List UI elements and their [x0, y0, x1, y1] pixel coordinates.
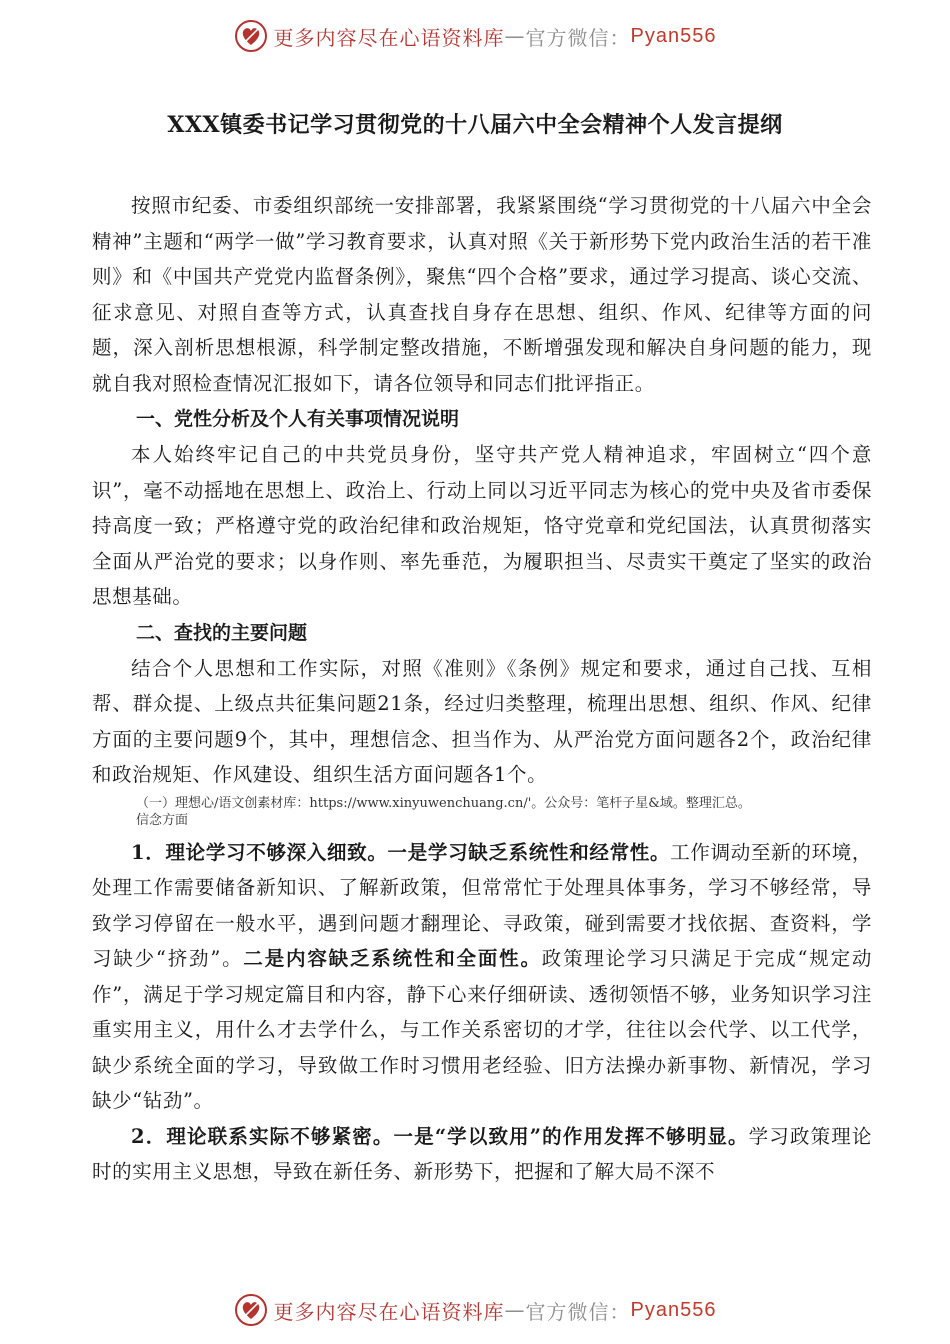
- banner-wechat-label: 官方微信：: [525, 25, 631, 50]
- item2-point1-lead: 一是“学以致用”的作用发挥不够明显。: [393, 1124, 749, 1148]
- item1-lead: 1．理论学习不够深入细致。: [131, 840, 388, 864]
- banner-wechat-id: Pyan556: [630, 1298, 717, 1321]
- header-watermark-banner: [0, 16, 950, 56]
- banner-separator: —: [504, 1298, 526, 1322]
- item2-paragraph: [92, 1119, 872, 1190]
- item2-lead: 2．理论联系实际不够紧密。: [131, 1124, 394, 1148]
- item1-point2-lead: 二是内容缺乏系统性和全面性。: [243, 947, 542, 970]
- item1-point1-lead: 一是学习缺乏系统性和经常性。: [387, 840, 671, 864]
- item2-point1-text: 学习政策理论时的实用主义思想，导致在新任务、新形势下，把握和了解大局不深不: [92, 1124, 872, 1183]
- section2-heading: 二、查找的主要问题: [136, 621, 308, 644]
- heart-logo-icon: [234, 1293, 268, 1327]
- item1-point2-text: 政策理论学习只满足于完成“规定动作”，满足于学习规定篇目和内容，静下心来仔细研读、透彻领悟不够，业务知识学习注重实用主义，用什么才去学什么，与工作关系密切的才学，往往以会代学、以工代学，缺少系统全面的学习，导致做工作时习惯用老经验、旧方法操办新事物、新情况，学习缺少“钻劲”。: [92, 947, 872, 1112]
- item1-point1-text: 工作调动至新的环境，处理工作需要储备新知识、了解新政策，但常常忙于处理具体事务，学习不够经常，导致学习停留在一般水平，遇到问题才翻理论、寻政策，碰到需要才找依据、查资料，学习缺少“挤劲”。: [92, 840, 872, 970]
- banner-wechat-label: 官方微信：: [525, 1299, 631, 1324]
- document-title: XXX镇委书记学习贯彻党的十八届六中全会精神个人发言提纲: [167, 112, 783, 138]
- footer-watermark-banner: [0, 1290, 950, 1330]
- section1-paragraph: 本人始终牢记自己的中共党员身份，坚守共产党人精神追求，牢固树立“四个意识”，毫不动摇地在思想上、政治上、行动上同以习近平同志为核心的党中央及省市委保持高度一致；严格遵守党的政治纪律和政治规矩，恪守党章和党纪国法，认真贯彻落实全面从严治党的要求；以身作则、率先垂范，为履职担当、尽责实干奠定了坚实的政治思想基础。: [92, 443, 872, 608]
- section2-paragraph: 结合个人思想和工作实际，对照《准则》《条例》规定和要求，通过自己找、互相帮、群众提、上级点共征集问题21条，经过归类整理，梳理出思想、组织、作风、纪律方面的主要问题9个，其中，理想信念、担当作为、从严治党方面问题各2个，政治纪律和政治规矩、作风建设、组织生活方面问题各1个。: [92, 656, 872, 786]
- intro-paragraph: 按照市纪委、市委组织部统一安排部署，我紧紧围绕“学习贯彻党的十八届六中全会精神”主题和“两学一做”学习教育要求，认真对照《关于新形势下党内政治生活的若干准则》和《中国共产党党内监督条例》，聚焦“四个合格”要求，通过学习提高、谈心交流、征求意见、对照自查等方式，认真查找自身存在思想、组织、作风、纪律等方面的问题，深入剖析思想根源，科学制定整改措施，不断增强发现和解决自身问题的能力，现就自我对照检查情况汇报如下，请各位领导和同志们批评指正。: [92, 194, 872, 395]
- banner-wechat-id: Pyan556: [630, 24, 717, 47]
- subsection-note: [92, 795, 872, 829]
- note-line-2: 信念方面: [136, 812, 189, 828]
- banner-main-text: 更多内容尽在心语资料库: [273, 25, 505, 50]
- section1-heading: 一、党性分析及个人有关事项情况说明: [136, 408, 460, 430]
- item1-paragraph: [92, 835, 872, 1119]
- banner-separator: —: [504, 24, 526, 48]
- document-body: [92, 188, 872, 1190]
- banner-main-text: 更多内容尽在心语资料库: [273, 1299, 505, 1324]
- heart-logo-icon: [234, 19, 268, 53]
- note-line-1: （一）理想心/语文创素材库：https://www.xinyuwenchuang.cn/'。公众号：笔杆子星&域。整理汇总。: [136, 795, 751, 811]
